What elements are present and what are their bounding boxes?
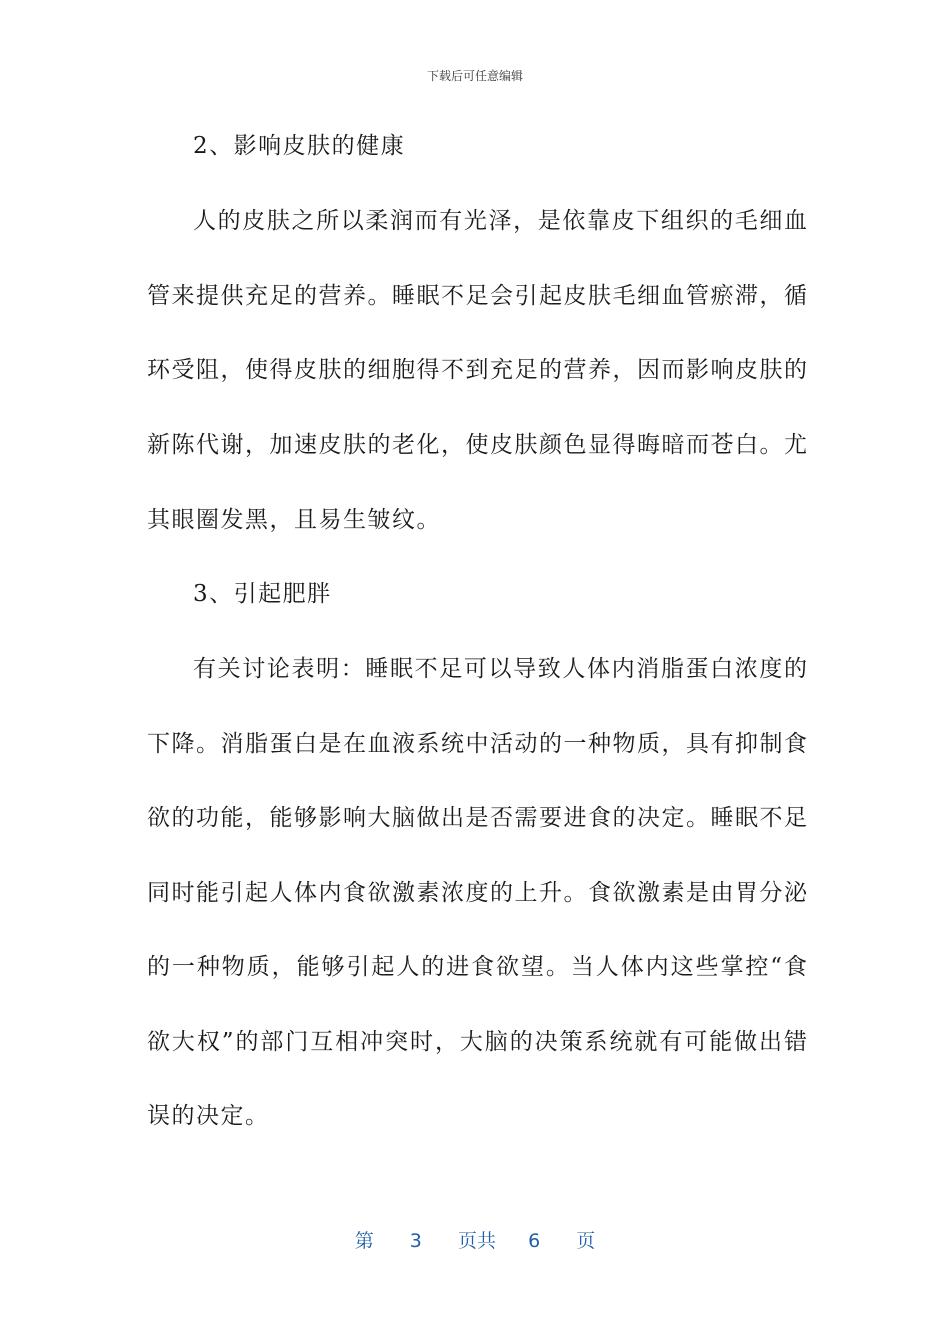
paragraph-line: 误的决定。 xyxy=(147,1103,270,1129)
paragraph-line: 人的皮肤之所以柔润而有光泽，是依靠皮下组织的毛细血 xyxy=(193,208,807,234)
section-heading-obesity: 3、引起肥胖 xyxy=(193,581,332,607)
paragraph-line: 有关讨论表明：睡眠不足可以导致人体内消脂蛋白浓度的 xyxy=(193,656,807,682)
total-pages-number: 6 xyxy=(528,1230,541,1252)
paragraph-line: 的一种物质，能够引起人的进食欲望。当人体内这些掌控“食 xyxy=(147,954,807,980)
paragraph-line: 新陈代谢，加速皮肤的老化，使皮肤颜色显得晦暗而苍白。尤 xyxy=(147,432,807,458)
page-footer xyxy=(0,1226,950,1253)
paragraph-line: 管来提供充足的营养。睡眠不足会引起皮肤毛细血管瘀滞，循 xyxy=(147,283,807,309)
page-prefix: 第 xyxy=(354,1230,374,1252)
paragraph-line: 下降。消脂蛋白是在血液系统中活动的一种物质，具有抑制食 xyxy=(147,731,807,757)
page-suffix: 页 xyxy=(576,1230,596,1252)
section-heading-skin: 2、影响皮肤的健康 xyxy=(193,133,406,159)
page-header: 下载后可任意编辑 xyxy=(426,69,523,83)
current-page-number: 3 xyxy=(409,1230,422,1252)
paragraph-line: 其眼圈发黑，且易生皱纹。 xyxy=(147,507,441,533)
paragraph-line: 同时能引起人体内食欲激素浓度的上升。食欲激素是由胃分泌 xyxy=(147,880,807,906)
paragraph-line: 环受阻，使得皮肤的细胞得不到充足的营养，因而影响皮肤的 xyxy=(147,357,807,383)
paragraph-line: 欲大权”的部门互相冲突时，大脑的决策系统就有可能做出错 xyxy=(147,1029,807,1055)
paragraph-line: 欲的功能，能够影响大脑做出是否需要进食的决定。睡眠不足 xyxy=(147,805,807,831)
page-mid: 页共 xyxy=(457,1230,496,1252)
